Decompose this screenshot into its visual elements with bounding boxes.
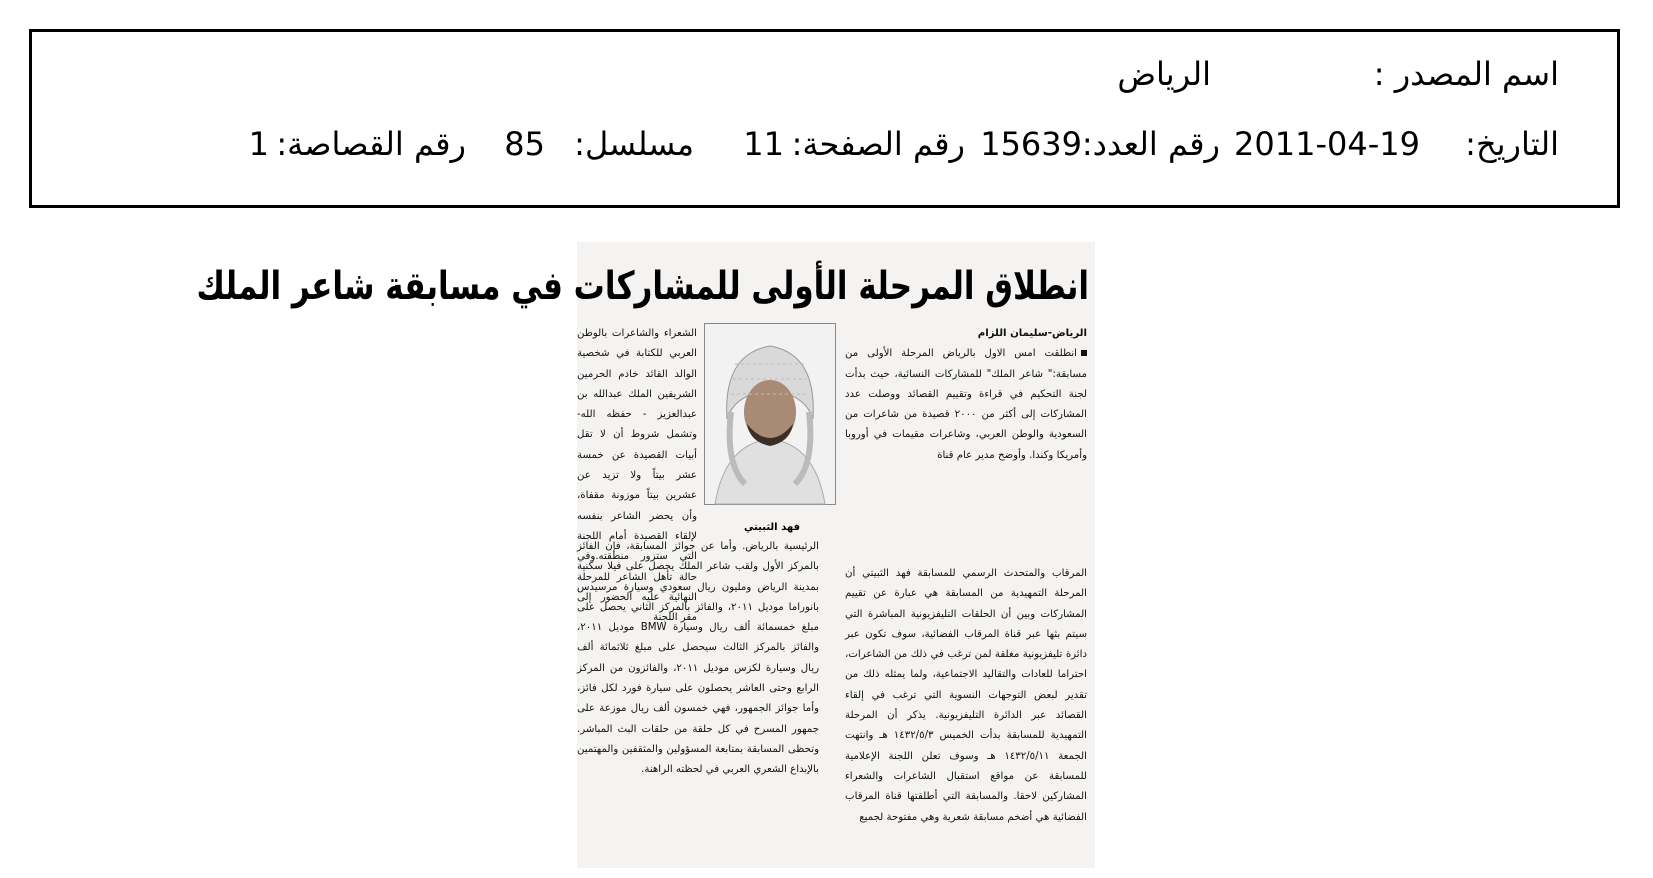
article-byline: الرياض-سليمان اللزام: [977, 328, 1087, 339]
page-label: رقم الصفحة:: [791, 125, 965, 163]
serial-label: مسلسل:: [574, 125, 694, 163]
article-column-left-top: الشعراء والشاعرات بالوطن العربي للكتابة في شخصية الوالد القائد خادم الحرمين الشريفين الملك عبدالله بن عبدالعزيز - حفظه الله- وتشمل شروط أن لا تقل أبيات القصيدة عن خمسة عشر بيتاً ولا تزيد عن عشرين بيتاً موزونة مقفاة، وأن يحضر الشاعر بنفسه لإلقاء القصيدة أمام اللجنة التي ستزور منطقته.وفي حالة تأهل الشاعر للمرحلة النهائية عليه الحضور إلى مقر اللجنة: [577, 328, 697, 624]
issue-label: رقم العدد:: [1081, 125, 1220, 163]
newspaper-clipping: [196, 242, 1095, 868]
issue-value: 15639: [980, 125, 1082, 163]
article-column-right-top: [845, 324, 1087, 466]
article-photo: [704, 323, 836, 505]
clip-label: رقم القصاصة:: [276, 125, 466, 163]
article-text-right-top: انطلقت امس الاول بالرياض المرحلة الأولى من مسابقة:" شاعر الملك" للمشاركات النسائية، حيث بدأت لجنة التحكيم في قراءة وتقييم القصائد ووصلت عدد المشاركات إلى أكثر من ٢٠٠٠ قصيدة من شاعرات من السعودية والوطن العربي، وشاعرات مقيمات في أوروبا وأمريكا وكندا. وأوضح مدير عام قناة: [845, 348, 1087, 461]
article-headline: انطلاق المرحلة الأولى للمشاركات في مسابقة شاعر الملك: [196, 264, 1089, 309]
article-column-right-bottom: المرقاب والمتحدث الرسمي للمسابقة فهد الثبيتي أن المرحلة التمهيدية من المسابقة هي عبارة عن تقييم المشاركات وبين أن الحلقات التليفزيونية المباشرة التي سيتم بثها عبر قناة المرقاب الفضائية، سوف تكون عبر دائرة تليفزيونية مغلقة لمن ترغب في ذلك من الشاعرات، احتراما للعادات والتقاليد الاجتماعية، ولما يمثله ذلك من تقدير لبعض التوجهات النسوية التي ترغب في إلقاء القصائد عبر الدائرة التليفزيونية. يذكر أن المرحلة التمهيدية للمسابقة بدأت الخميس ١٤٣٢/٥/٣ هـ وانتهت الجمعة ١٤٣٢/٥/١١ هـ وسوف تعلن اللجنة الإعلامية للمسابقة عن مواقع استقبال الشاعرات والشعراء المشاركين لاحقا. والمسابقة التي أطلقتها قناة المرقاب الفضائية هي أضخم مسابقة شعرية وهي مفتوحة لجميع: [845, 568, 1087, 823]
source-info-box: [29, 29, 1620, 208]
page-value: 11: [743, 125, 784, 163]
source-label: اسم المصدر :: [1373, 55, 1559, 93]
source-value: الرياض: [1117, 55, 1211, 93]
photo-caption: فهد الثبيتي: [743, 522, 801, 533]
article-column-left-bottom: الرئيسية بالرياض. وأما عن جوائز المسابقة، فإن الفائز بالمركز الأول ولقب شاعر الملك يحصل على فيلا سكنية بمدينة الرياض ومليون ريال سعودي وسيارة مرسيدس بانوراما موديل ٢٠١١، والفائز بالمركز الثاني يحصل على مبلغ خمسمائة ألف ريال وسيارة BMW موديل ٢٠١١، والفائز بالمركز الثالث سيحصل على مبلغ ثلاثمائة ألف ريال وسيارة لكزس موديل ٢٠١١، والفائزون من المركز الرابع وحتى العاشر يحصلون على سيارة فورد لكل فائز، وأما جوائز الجمهور، فهي خمسون ألف ريال موزعة على جمهور المسرح في كل حلقة من حلقات البث المباشر. وتحظى المسابقة بمتابعة المسؤولين والمثقفين والمهتمين بالإبداع الشعري العربي في لحظته الراهنة.: [577, 541, 819, 776]
date-label: التاريخ:: [1465, 125, 1559, 163]
clip-value: 1: [248, 125, 269, 163]
date-value: 2011-04-19: [1234, 125, 1420, 163]
serial-value: 85: [504, 125, 545, 163]
bullet-icon: [1081, 350, 1087, 356]
portrait-icon: [705, 324, 835, 504]
